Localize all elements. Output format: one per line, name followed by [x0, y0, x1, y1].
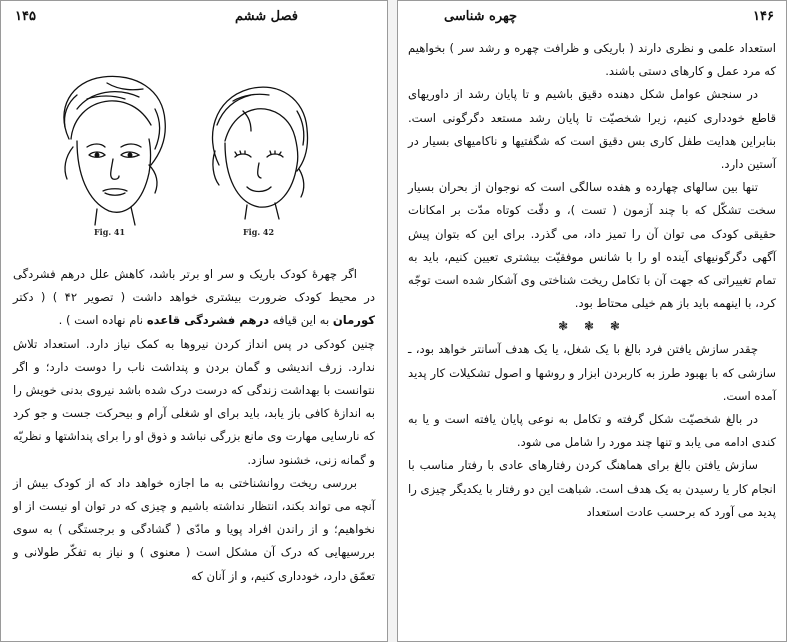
- left-page-header: [1, 7, 387, 29]
- paragraph-text: به این قیافه: [269, 313, 333, 328]
- book-gutter: [388, 0, 397, 642]
- page-number: ۱۴۵: [15, 9, 36, 24]
- left-page: [0, 0, 388, 642]
- left-page-text: [13, 263, 375, 588]
- face-girl-frowning-illustration: [47, 69, 175, 227]
- emphasized-term: کورمان: [332, 313, 375, 328]
- running-head: چهره شناسی: [444, 9, 518, 24]
- paragraph: [13, 263, 375, 333]
- right-page: [397, 0, 787, 642]
- figure-caption: Fig. 42: [243, 227, 275, 237]
- paragraph: در بالغ شخصیّت شکل گرفته و تکامل به نوعی پایان یافته است و یا به کندی ادامه می یابد و تنها چند مورد را شامل می شود.: [408, 412, 776, 450]
- face-girl-smiling-illustration: [203, 81, 315, 221]
- right-page-header: [398, 7, 786, 29]
- paragraph-text: نام نهاده است ) .: [58, 313, 147, 328]
- paragraph: سازش یافتن بالغ برای هماهنگ کردن رفتارهای عادی با رفتار مناسب با انجام کار یا رسیدن به یک هدف است. شباهت این دو رفتار با یکدیگر چیزی را پدید می آورد که برحسب عادت استعداد: [408, 458, 776, 519]
- paragraph: استعداد علمی و نظری دارند ( باریکی و ظرافت چهره و رشد سر ) بخواهیم که مرد عمل و کارهای دستی باشند.: [408, 41, 776, 79]
- paragraph-text: اگر چهرهٔ کودک باریک و سر او برتر باشد، کاهش علل درهم فشردگی در محیط کودک ضرورت بیشتری خواهد داشت ( تصویر ۴۲ ) ( دکتر: [13, 267, 375, 305]
- emphasized-term: درهم فشردگی قاعده: [146, 313, 270, 328]
- paragraph: چنین کودکی در پس انداز کردن نیروها به کمک نیاز دارد. استعداد تلاش ندارد. زرف اندیشی و گمان بردن و پنداشت ناب را دوست دارد؛ و اگر نتوانست با بهداشت زندگی که درست درک شده باشد نیروی بدنی خویش را به اندازهٔ کافی باز یابد، باید برای او شغلی آرام و بیحرکت جست و جو کرد که نارسایی مهارت وی مانع بزرگی نباشد و ذوق او را برای پنداشتها و نظریّه و گمانه زنی، خشنود سازد.: [13, 336, 375, 467]
- section-separator: ❃ ❃ ❃: [558, 319, 626, 334]
- paragraph: در سنجش عوامل شکل دهنده دقیق باشیم و تا پایان رشد از داوریهای قاطع خودداری کنیم، زیرا شخصیّت تا پایان رشد مستعد دگرگونی است. بنابراین هدایت طفل کاری بس دقیق است که شگفتیها و ناکامیهای بسیار در آستین دارد.: [408, 87, 776, 172]
- paragraph: بررسی ریخت روانشناختی به ما اجازه خواهد داد که از کودک بیش از آنچه می تواند بکند، انتظار نداشته باشیم و چیزی که در توان او نیست از او نخواهیم؛ و از راندن افراد پویا و مادّی ( گشادگی و برجستگی ) به سوی بررسیهایی که درک آن مشکل است ( معنوی ) و نیاز به تفکّر طولانی و تعمّق دارد، خودداری کنیم، و از آنان که: [13, 475, 375, 583]
- right-page-text: [408, 37, 776, 524]
- paragraph: چقدر سازش یافتن فرد بالغ با یک شغل، یا یک هدف آسانتر خواهد بود، ـ سازشی که با بهبود طرز به کاربردن ابزار و روشها و اصول تشکیلات کار پدید آمده است.: [408, 342, 776, 403]
- paragraph: تنها بین سالهای چهارده و هفده سالگی است که نوجوان از بحران بسیار سخت تشکّل که با چند آزمون ( تست )، و دقّت کوتاه مدّت بر امکانات حقیقی کودک می توان آن را تمیز داد، می گذرد. برای این که بتوان پیش آگهی دگرگونیهای آینده او را با شانس موفقیّت بیشتری تعیین کنیم، باید به تمام تغییراتی که جهت آن با تکامل ریخت شناختی وی آشکار شده است توجّه کرد، با اینهمه باید باز هم خیلی محتاط بود.: [408, 180, 776, 311]
- figure-caption: Fig. 41: [94, 227, 126, 237]
- running-head: فصل ششم: [235, 9, 299, 24]
- page-number: ۱۴۶: [753, 9, 774, 24]
